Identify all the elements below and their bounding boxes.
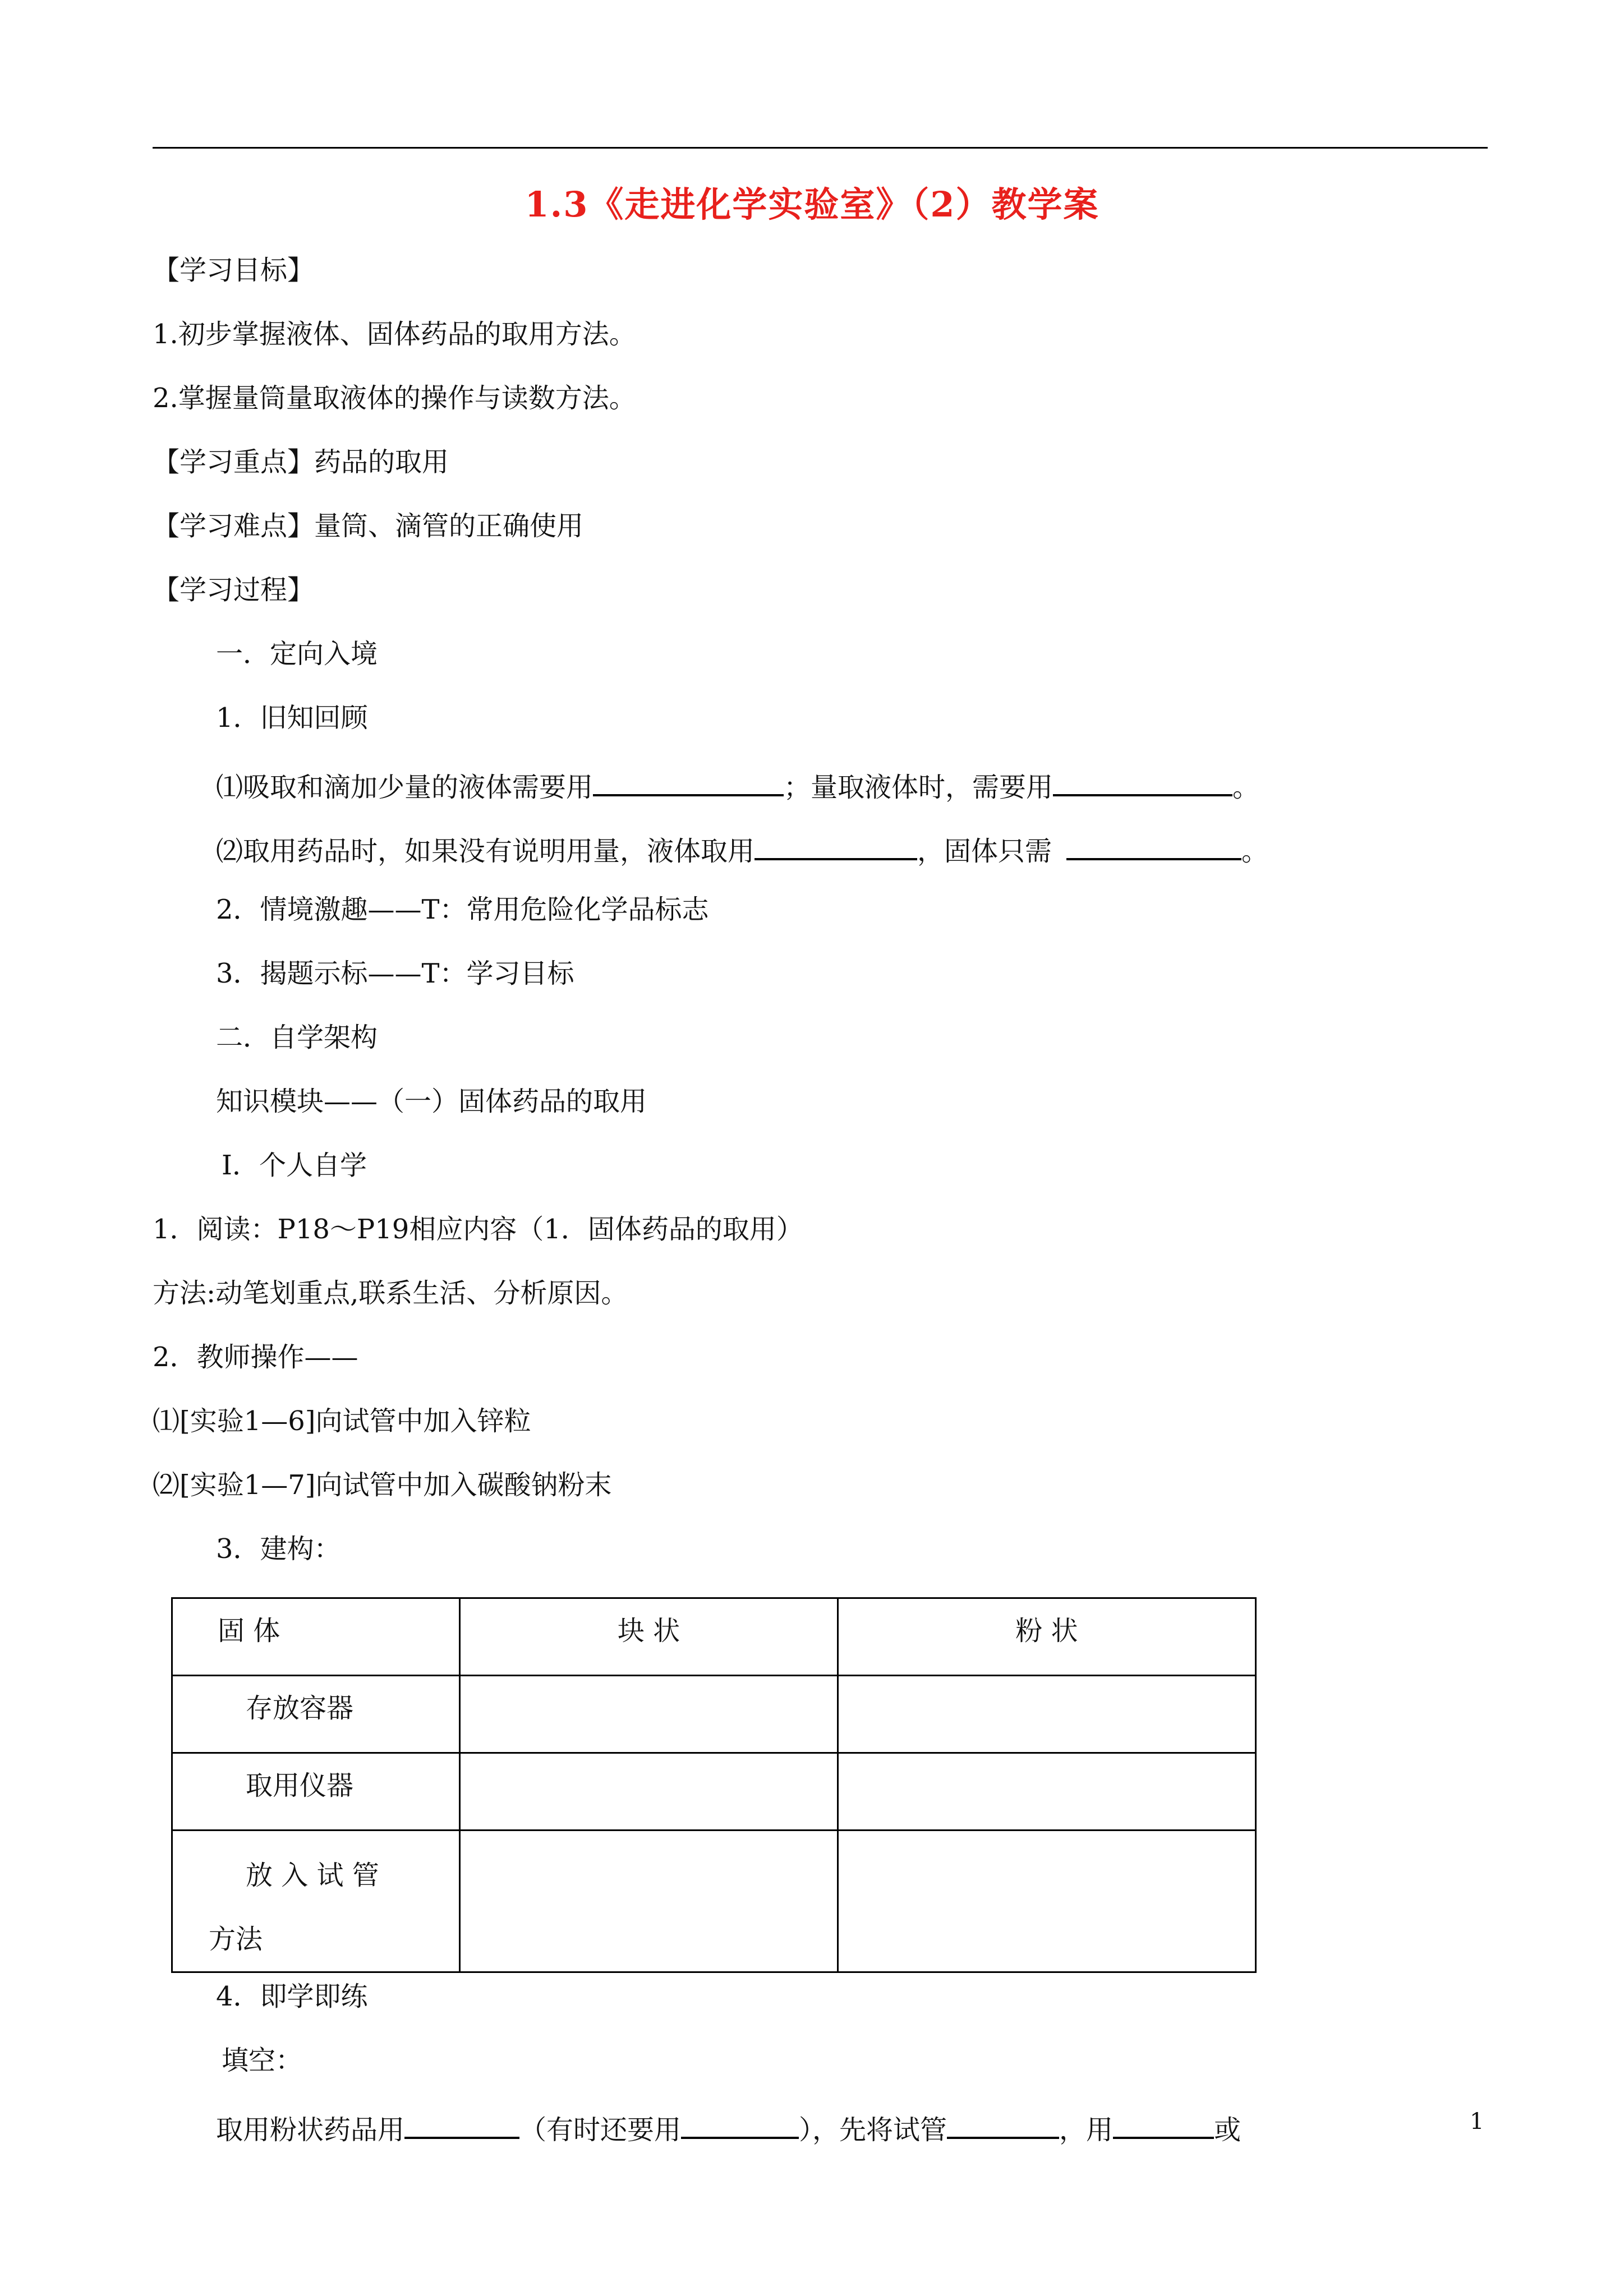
objective-2: 2.掌握量筒量取液体的操作与读数方法。	[153, 382, 636, 414]
table-row-label	[172, 1831, 460, 1972]
answer-blank[interactable]	[681, 2108, 799, 2139]
key-point: 【学习重点】药品的取用	[153, 446, 449, 478]
table-row-label-line: 方法	[209, 1924, 263, 1955]
process-heading: 【学习过程】	[153, 574, 315, 606]
solid-reagent-table	[171, 1597, 1257, 1973]
objectives-heading: 【学习目标】	[153, 255, 315, 286]
answer-blank[interactable]	[947, 2108, 1059, 2139]
fill-text-b: （有时还要用	[519, 2114, 682, 2146]
question-2-text-a: ⑵取用药品时，如果没有说明用量，液体取用	[216, 836, 755, 867]
table-header-cell: 粉 状	[838, 1598, 1255, 1676]
fill-text-c: ），先将试管	[799, 2114, 947, 2146]
fill-text-d: ，用	[1059, 2114, 1114, 2146]
table-row-label: 取用仪器	[172, 1753, 460, 1831]
item-goals: 3．揭题示标——T：学习目标	[216, 958, 574, 989]
section-1-heading: 一．定向入境	[216, 638, 378, 670]
table-header-row	[172, 1598, 1256, 1676]
question-1	[216, 765, 1259, 804]
question-2	[216, 829, 1268, 868]
table-header-cell: 块 状	[460, 1598, 838, 1676]
objective-1: 1.初步掌握液体、固体药品的取用方法。	[153, 319, 636, 350]
section-2-heading: 二．自学架构	[216, 1022, 378, 1053]
reading-task: 1．阅读：P18～P19相应内容（1．固体药品的取用）	[153, 1214, 803, 1245]
answer-blank[interactable]	[1113, 2108, 1214, 2139]
fill-label: 填空：	[222, 2045, 303, 2076]
table-cell[interactable]	[460, 1753, 838, 1831]
table-row-label: 存放容器	[172, 1676, 460, 1753]
item-scenario: 2．情境激趣——T：常用危险化学品标志	[216, 894, 709, 925]
table-cell[interactable]	[838, 1753, 1255, 1831]
answer-blank[interactable]	[404, 2108, 519, 2139]
item-review: 1．旧知回顾	[216, 702, 368, 734]
header-rule	[153, 147, 1488, 149]
answer-blank[interactable]	[593, 765, 784, 796]
question-1-end: 。	[1232, 772, 1260, 803]
question-1-text-b: ；量取液体时，需要用	[784, 772, 1053, 803]
table-cell[interactable]	[838, 1676, 1255, 1753]
method-note: 方法:动笔划重点,联系生活、分析原因。	[153, 1278, 628, 1309]
module-heading: 知识模块——（一）固体药品的取用	[216, 1086, 647, 1117]
table-cell[interactable]	[838, 1831, 1255, 1972]
construct-heading: 3．建构：	[216, 1533, 341, 1565]
fill-in-question	[216, 2108, 1241, 2147]
table-row	[172, 1831, 1256, 1972]
answer-blank[interactable]	[1053, 765, 1232, 796]
question-2-end: 。	[1241, 836, 1269, 867]
fill-text-e: 或	[1214, 2114, 1241, 2146]
question-2-text-b: ，固体只需	[917, 836, 1052, 867]
question-1-text-a: ⑴吸取和滴加少量的液体需要用	[216, 772, 594, 803]
table-row	[172, 1753, 1256, 1831]
practice-heading: 4．即学即练	[216, 1981, 368, 2012]
table-row-label-line: 放 入 试 管	[246, 1860, 379, 1891]
experiment-1: ⑴[实验1—6]向试管中加入锌粒	[153, 1405, 531, 1437]
teacher-operation: 2．教师操作——	[153, 1341, 358, 1373]
experiment-2: ⑵[实验1—7]向试管中加入碳酸钠粉末	[153, 1469, 612, 1501]
table-row	[172, 1676, 1256, 1753]
self-study-heading: Ⅰ．个人自学	[222, 1150, 367, 1181]
difficulty: 【学习难点】量筒、滴管的正确使用	[153, 510, 584, 542]
fill-text-a: 取用粉状药品用	[216, 2114, 405, 2146]
table-header-cell: 固 体	[172, 1598, 460, 1676]
answer-blank[interactable]	[755, 829, 917, 860]
page-number: 1	[1470, 2109, 1484, 2134]
answer-blank[interactable]	[1066, 829, 1241, 860]
table-cell[interactable]	[460, 1831, 838, 1972]
page-title: 1.3《走进化学实验室》（2）教学案	[525, 184, 1099, 225]
table-cell[interactable]	[460, 1676, 838, 1753]
